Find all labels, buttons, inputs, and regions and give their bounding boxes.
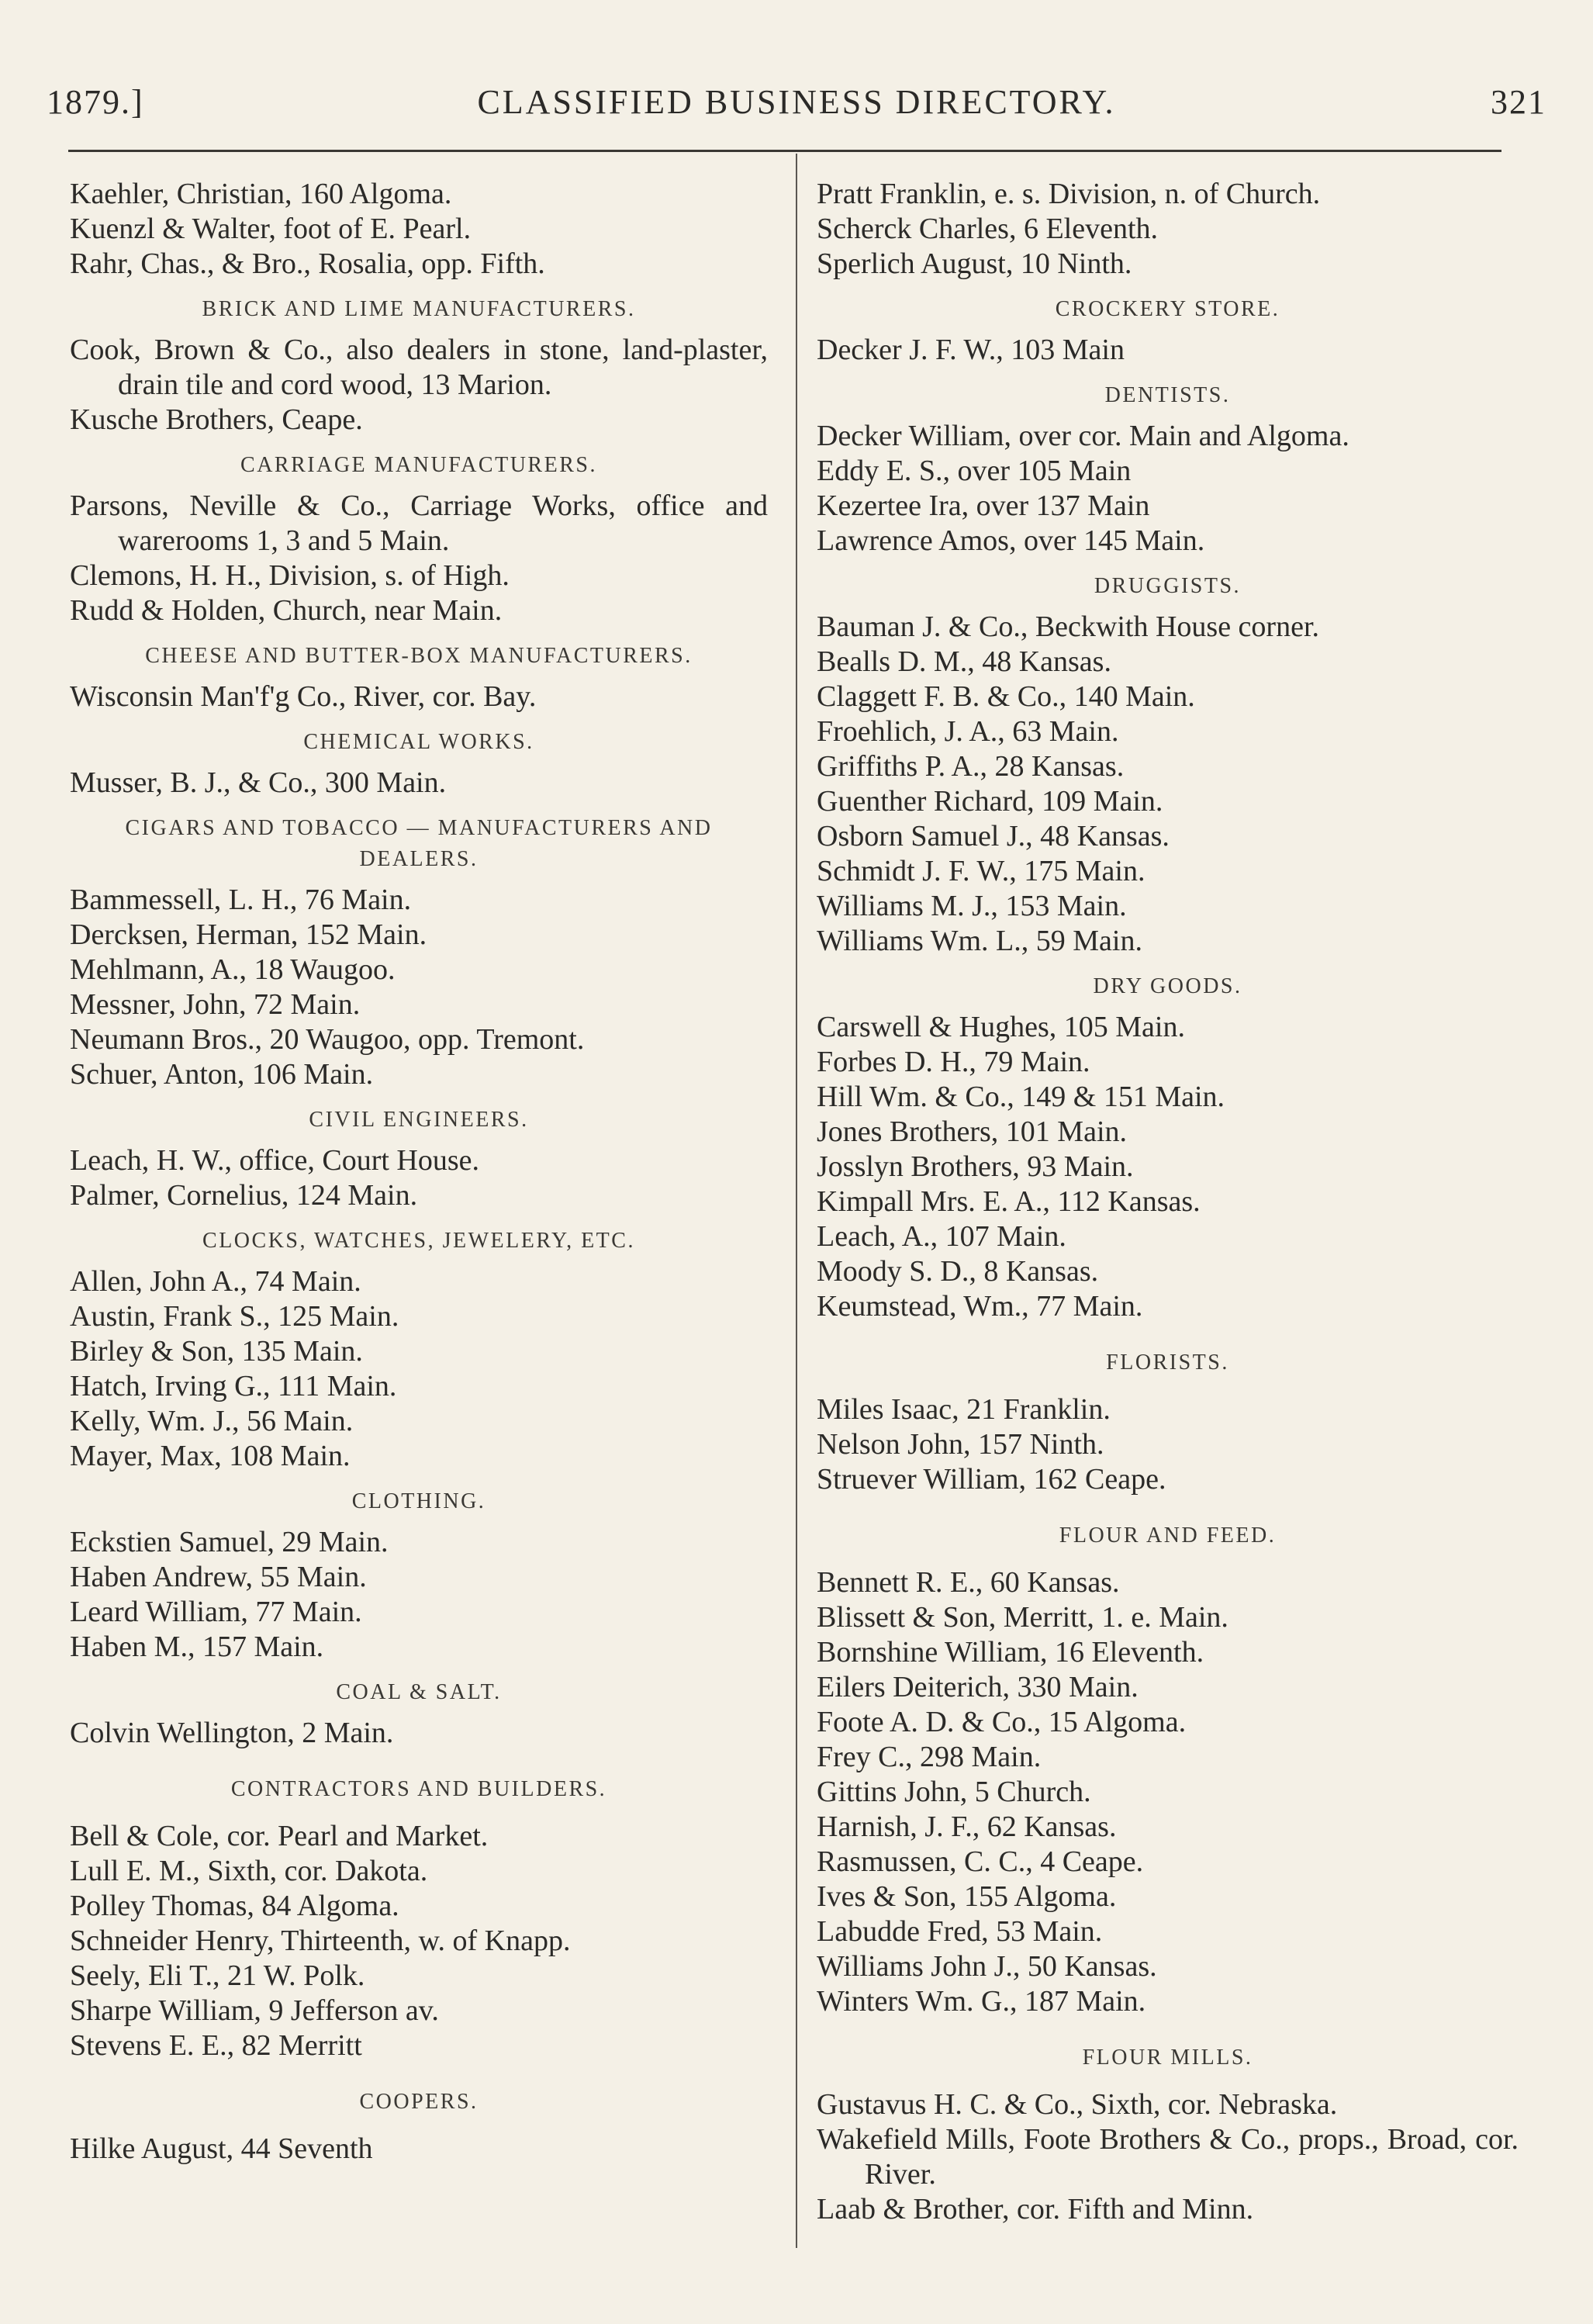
directory-entry: Kuenzl & Walter, foot of E. Pearl. [70,213,472,245]
category-heading: CIGARS AND TOBACCO — MANUFACTURERS AND DEALERS. [125,816,713,871]
directory-entry: Leard William, 77 Main. [70,1596,362,1628]
directory-entry: Eilers Deiterich, 330 Main. [817,1671,1139,1703]
directory-entry: Bammessell, L. H., 76 Main. [70,884,412,916]
directory-entry: Rahr, Chas., & Bro., Rosalia, opp. Fifth. [70,247,545,280]
directory-entry: Sharpe William, 9 Jefferson av. [70,1994,439,2027]
directory-entry: Labudde Fred, 53 Main. [817,1915,1103,1948]
header-rule [68,150,1501,152]
directory-entry: Eckstien Samuel, 29 Main. [70,1526,389,1558]
page-number: 321 [1491,83,1546,121]
directory-entry: Kelly, Wm. J., 56 Main. [70,1405,354,1437]
header-title: CLASSIFIED BUSINESS DIRECTORY. [477,83,1116,121]
right-column [817,177,1519,2227]
directory-entry: Osborn Samuel J., 48 Kansas. [817,820,1170,852]
directory-entry: Froehlich, J. A., 63 Main. [817,715,1119,748]
directory-entry: Schmidt J. F. W., 175 Main. [817,855,1146,887]
directory-entry: Bornshine William, 16 Eleventh. [817,1636,1204,1669]
directory-entry: Gustavus H. C. & Co., Sixth, cor. Nebraska. [817,2088,1338,2121]
directory-entry: Pratt Franklin, e. s. Division, n. of Church. [817,178,1321,210]
directory-entry: Seely, Eli T., 21 W. Polk. [70,1959,365,1992]
directory-entry: Parsons, Neville & Co., Carriage Works, office and warerooms 1, 3 and 5 Main. [70,489,768,557]
directory-entry: Bell & Cole, cor. Pearl and Market. [70,1820,489,1852]
directory-entry: Hilke August, 44 Seventh [70,2132,373,2165]
directory-entry: Austin, Frank S., 125 Main. [70,1300,399,1333]
directory-entry: Kusche Brothers, Ceape. [70,403,363,436]
directory-entry: Guenther Richard, 109 Main. [817,785,1163,818]
category-heading: CIVIL ENGINEERS. [309,1108,529,1132]
category-heading: CLOCKS, WATCHES, JEWELERY, ETC. [202,1229,635,1253]
directory-entry: Bealls D. M., 48 Kansas. [817,645,1111,678]
directory-entry: Griffiths P. A., 28 Kansas. [817,750,1125,783]
category-heading: CROCKERY STORE. [1055,297,1280,321]
directory-entry: Claggett F. B. & Co., 140 Main. [817,680,1195,713]
directory-entry: Scherck Charles, 6 Eleventh. [817,213,1159,245]
directory-entry: Jones Brothers, 101 Main. [817,1115,1128,1148]
category-heading: FLOUR AND FEED. [1059,1523,1277,1548]
directory-entry: Schuer, Anton, 106 Main. [70,1058,374,1091]
directory-entry: Keumstead, Wm., 77 Main. [817,1290,1143,1323]
directory-entry: Blissett & Son, Merritt, 1. e. Main. [817,1601,1228,1634]
header-year: 1879.] [47,83,144,121]
directory-entry: Colvin Wellington, 2 Main. [70,1717,394,1749]
directory-entry: Leach, H. W., office, Court House. [70,1144,480,1177]
directory-entry: Rudd & Holden, Church, near Main. [70,594,503,627]
directory-entry: Gittins John, 5 Church. [817,1776,1091,1808]
running-header [47,78,1546,124]
directory-entry: Neumann Bros., 20 Waugoo, opp. Tremont. [70,1023,585,1056]
column-divider [796,154,797,2248]
directory-entry: Wisconsin Man'f'g Co., River, cor. Bay. [70,680,537,713]
category-heading: CONTRACTORS AND BUILDERS. [230,1777,607,1801]
left-column [70,177,768,2167]
category-heading: CARRIAGE MANUFACTURERS. [240,453,597,477]
category-heading: DRUGGISTS. [1094,574,1242,598]
directory-entry: Williams Wm. L., 59 Main. [817,925,1142,957]
directory-entry: Musser, B. J., & Co., 300 Main. [70,766,447,799]
directory-entry: Haben M., 157 Main. [70,1631,324,1663]
category-heading: DRY GOODS. [1093,974,1242,998]
directory-entry: Sperlich August, 10 Ninth. [817,247,1132,280]
directory-entry: Winters Wm. G., 187 Main. [817,1985,1146,2018]
directory-entry: Josslyn Brothers, 93 Main. [817,1150,1134,1183]
directory-entry: Foote A. D. & Co., 15 Algoma. [817,1706,1187,1738]
directory-entry: Bennett R. E., 60 Kansas. [817,1566,1120,1599]
directory-entry: Birley & Son, 135 Main. [70,1335,363,1368]
directory-entry: Haben Andrew, 55 Main. [70,1561,367,1593]
directory-entry: Kimpall Mrs. E. A., 112 Kansas. [817,1185,1201,1218]
directory-entry: Wakefield Mills, Foote Brothers & Co., props., Broad, cor. River. [817,2123,1519,2191]
directory-entry: Stevens E. E., 82 Merritt [70,2029,362,2062]
directory-entry: Kaehler, Christian, 160 Algoma. [70,178,452,210]
directory-entry: Clemons, H. H., Division, s. of High. [70,559,510,592]
directory-entry: Schneider Henry, Thirteenth, w. of Knapp. [70,1925,571,1957]
directory-entry: Williams John J., 50 Kansas. [817,1950,1157,1983]
directory-entry: Carswell & Hughes, 105 Main. [817,1011,1185,1043]
directory-entry: Nelson John, 157 Ninth. [817,1428,1104,1461]
directory-entry: Struever William, 162 Ceape. [817,1463,1166,1496]
directory-entry: Miles Isaac, 21 Franklin. [817,1393,1111,1426]
directory-entry: Mayer, Max, 108 Main. [70,1440,351,1472]
category-heading: FLORISTS. [1106,1350,1229,1375]
directory-entry: Harnish, J. F., 62 Kansas. [817,1810,1117,1843]
directory-entry: Frey C., 298 Main. [817,1741,1042,1773]
directory-entry: Rasmussen, C. C., 4 Ceape. [817,1845,1144,1878]
directory-entry: Decker William, over cor. Main and Algoma. [817,420,1349,452]
category-heading: CHEESE AND BUTTER-BOX MANUFACTURERS. [145,644,693,668]
directory-entry: Laab & Brother, cor. Fifth and Minn. [817,2193,1254,2225]
directory-entry: Cook, Brown & Co., also dealers in stone, land-plaster, drain tile and cord wood, 13 Marion. [70,334,768,401]
directory-entry: Leach, A., 107 Main. [817,1220,1066,1253]
category-heading: CHEMICAL WORKS. [303,730,534,754]
directory-entry: Hatch, Irving G., 111 Main. [70,1370,397,1402]
directory-entry: Lawrence Amos, over 145 Main. [817,524,1205,557]
directory-entry: Messner, John, 72 Main. [70,988,361,1021]
directory-entry: Decker J. F. W., 103 Main [817,334,1125,366]
directory-entry: Allen, John A., 74 Main. [70,1265,361,1298]
category-heading: COAL & SALT. [336,1680,502,1704]
category-heading: BRICK AND LIME MANUFACTURERS. [202,297,636,321]
directory-entry: Williams M. J., 153 Main. [817,890,1127,922]
directory-entry: Mehlmann, A., 18 Waugoo. [70,953,396,986]
category-heading: DENTISTS. [1104,383,1231,407]
directory-entry: Dercksen, Herman, 152 Main. [70,918,427,951]
directory-entry: Forbes D. H., 79 Main. [817,1046,1090,1078]
directory-entry: Kezertee Ira, over 137 Main [817,489,1150,522]
category-heading: FLOUR MILLS. [1082,2046,1253,2070]
directory-entry: Palmer, Cornelius, 124 Main. [70,1179,418,1212]
directory-entry: Ives & Son, 155 Algoma. [817,1880,1117,1913]
directory-entry: Hill Wm. & Co., 149 & 151 Main. [817,1081,1225,1113]
directory-entry: Polley Thomas, 84 Algoma. [70,1890,399,1922]
directory-entry: Lull E. M., Sixth, cor. Dakota. [70,1855,428,1887]
category-heading: CLOTHING. [351,1489,486,1513]
directory-entry: Moody S. D., 8 Kansas. [817,1255,1099,1288]
directory-entry: Bauman J. & Co., Beckwith House corner. [817,610,1320,643]
directory-entry: Eddy E. S., over 105 Main [817,455,1132,487]
category-heading: COOPERS. [359,2090,479,2114]
